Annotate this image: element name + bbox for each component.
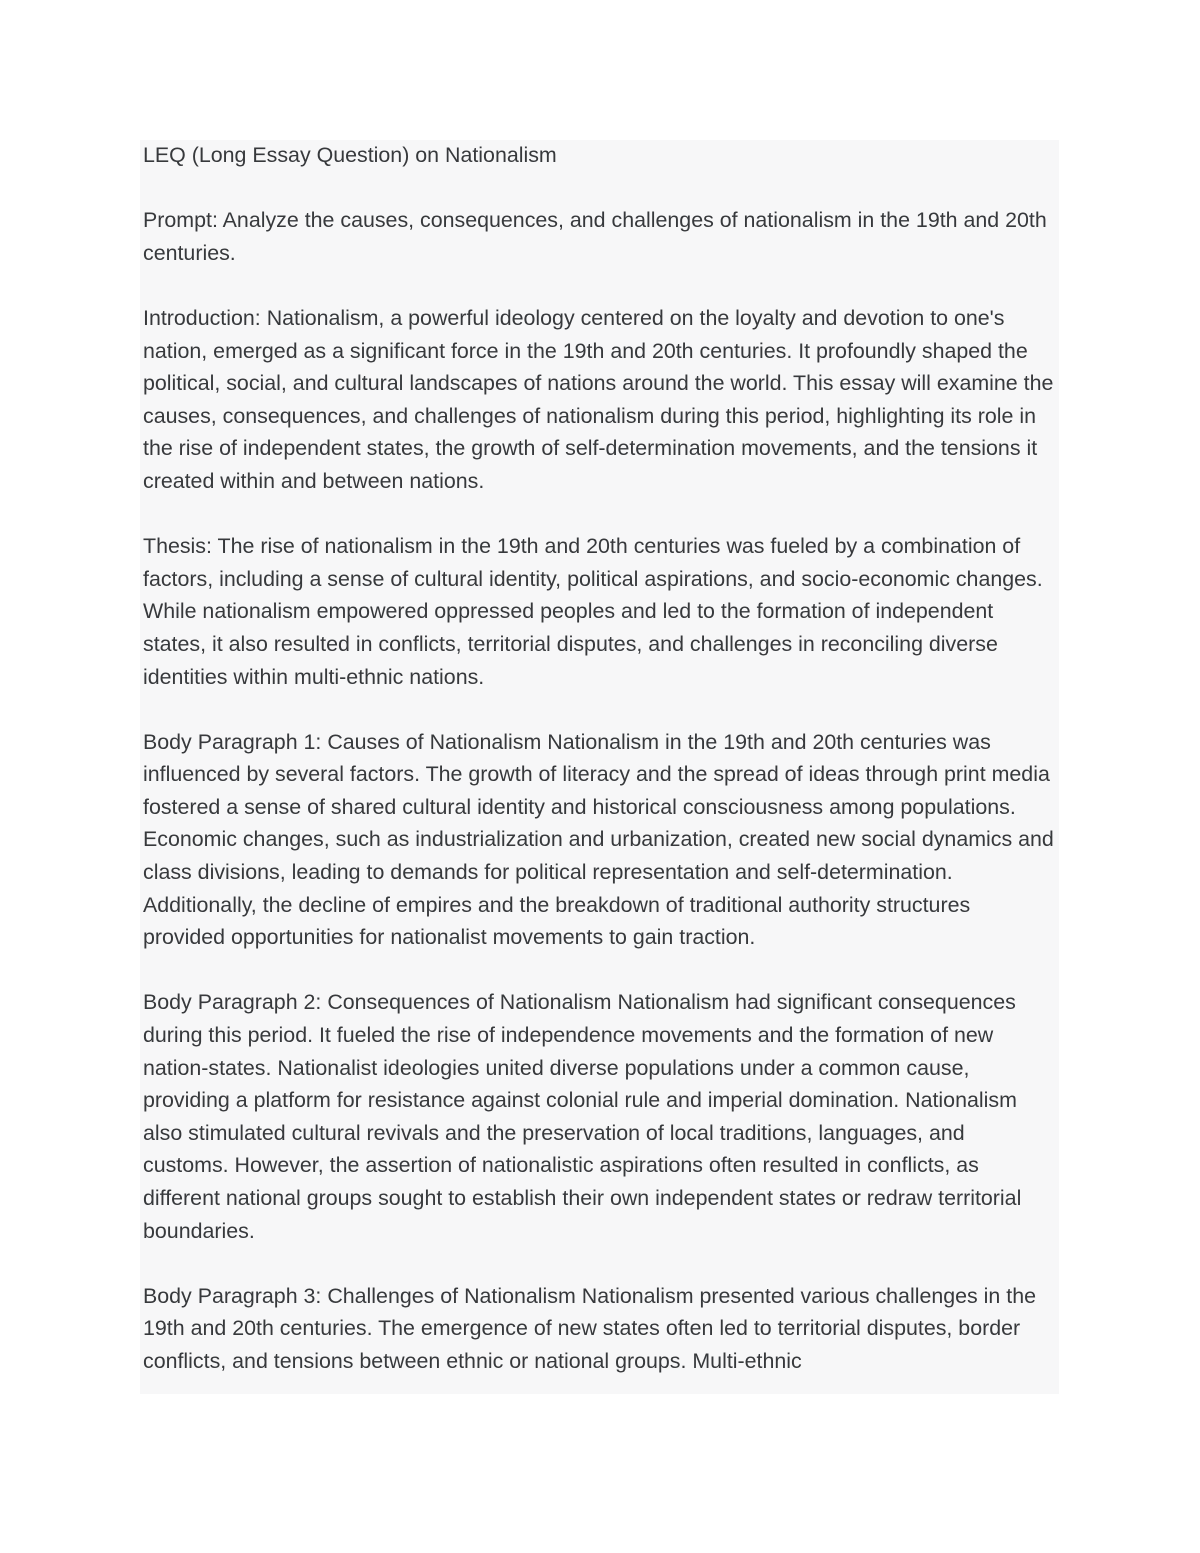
essay-title: LEQ (Long Essay Question) on Nationalism xyxy=(143,143,557,167)
body-paragraph-2 xyxy=(143,986,1055,1247)
body-paragraph-2-label: Body Paragraph 2: Consequences of Nationalism xyxy=(143,990,612,1015)
essay-text-block xyxy=(140,140,1059,1394)
prompt-label: Prompt: xyxy=(143,208,218,233)
body-paragraph-3-label: Body Paragraph 3: Challenges of Nationalism xyxy=(143,1283,576,1308)
prompt-text: Analyze the causes, consequences, and challenges of nationalism in the 19th and 20th centuries. xyxy=(143,208,1047,265)
introduction-paragraph xyxy=(143,302,1055,498)
introduction-text: Nationalism, a powerful ideology centered on the loyalty and devotion to one's nation, emerged as a significant force in the 19th and 20th centuries. It profoundly shaped the political, social, and cultural landscapes of nations around the world. This essay will examine the causes, consequences, and challenges of nationalism during this period, highlighting its role in the rise of independent states, the growth of self-determination movements, and the tensions it created within and between nations. xyxy=(143,305,1054,493)
body-paragraph-3-text: Nationalism presented various challenges in the 19th and 20th centuries. The emergence of new states often led to territorial disputes, border conflicts, and tensions between ethnic or national groups. Multi-ethnic xyxy=(143,1283,1036,1373)
body-paragraph-1-text: Nationalism in the 19th and 20th centuries was influenced by several factors. The growth of literacy and the spread of ideas through print media fostered a sense of shared cultural identity and historical consciousness among populations. Economic changes, such as industrialization and urbanization, created new social dynamics and class divisions, leading to demands for political representation and self-determination. Additionally, the decline of empires and the breakdown of traditional authority structures provided opportunities for nationalist movements to gain traction. xyxy=(143,729,1054,950)
prompt-paragraph xyxy=(143,204,1055,269)
introduction-label: Introduction: xyxy=(143,305,261,330)
body-paragraph-1-label: Body Paragraph 1: Causes of Nationalism xyxy=(143,729,542,754)
thesis-text: The rise of nationalism in the 19th and 20th centuries was fueled by a combination of factors, including a sense of cultural identity, political aspirations, and socio-economic changes. While nationalism empowered oppressed peoples and led to the formation of independent states, it also resulted in conflicts, territorial disputes, and challenges in reconciling diverse identities within multi-ethnic nations. xyxy=(143,534,1043,689)
thesis-paragraph xyxy=(143,530,1055,693)
body-paragraph-1 xyxy=(143,726,1055,954)
body-paragraph-3 xyxy=(143,1280,1055,1378)
thesis-label: Thesis: xyxy=(143,534,212,559)
body-paragraph-2-text: Nationalism had significant consequences during this period. It fueled the rise of independence movements and the formation of new nation-states. Nationalist ideologies united diverse populations under a common cause, providing a platform for resistance against colonial rule and imperial domination. Nationalism also stimulated cultural revivals and the preservation of local traditions, languages, and customs. However, the assertion of nationalistic aspirations often resulted in conflicts, as different national groups sought to establish their own independent states or redraw territorial boundaries. xyxy=(143,990,1022,1243)
